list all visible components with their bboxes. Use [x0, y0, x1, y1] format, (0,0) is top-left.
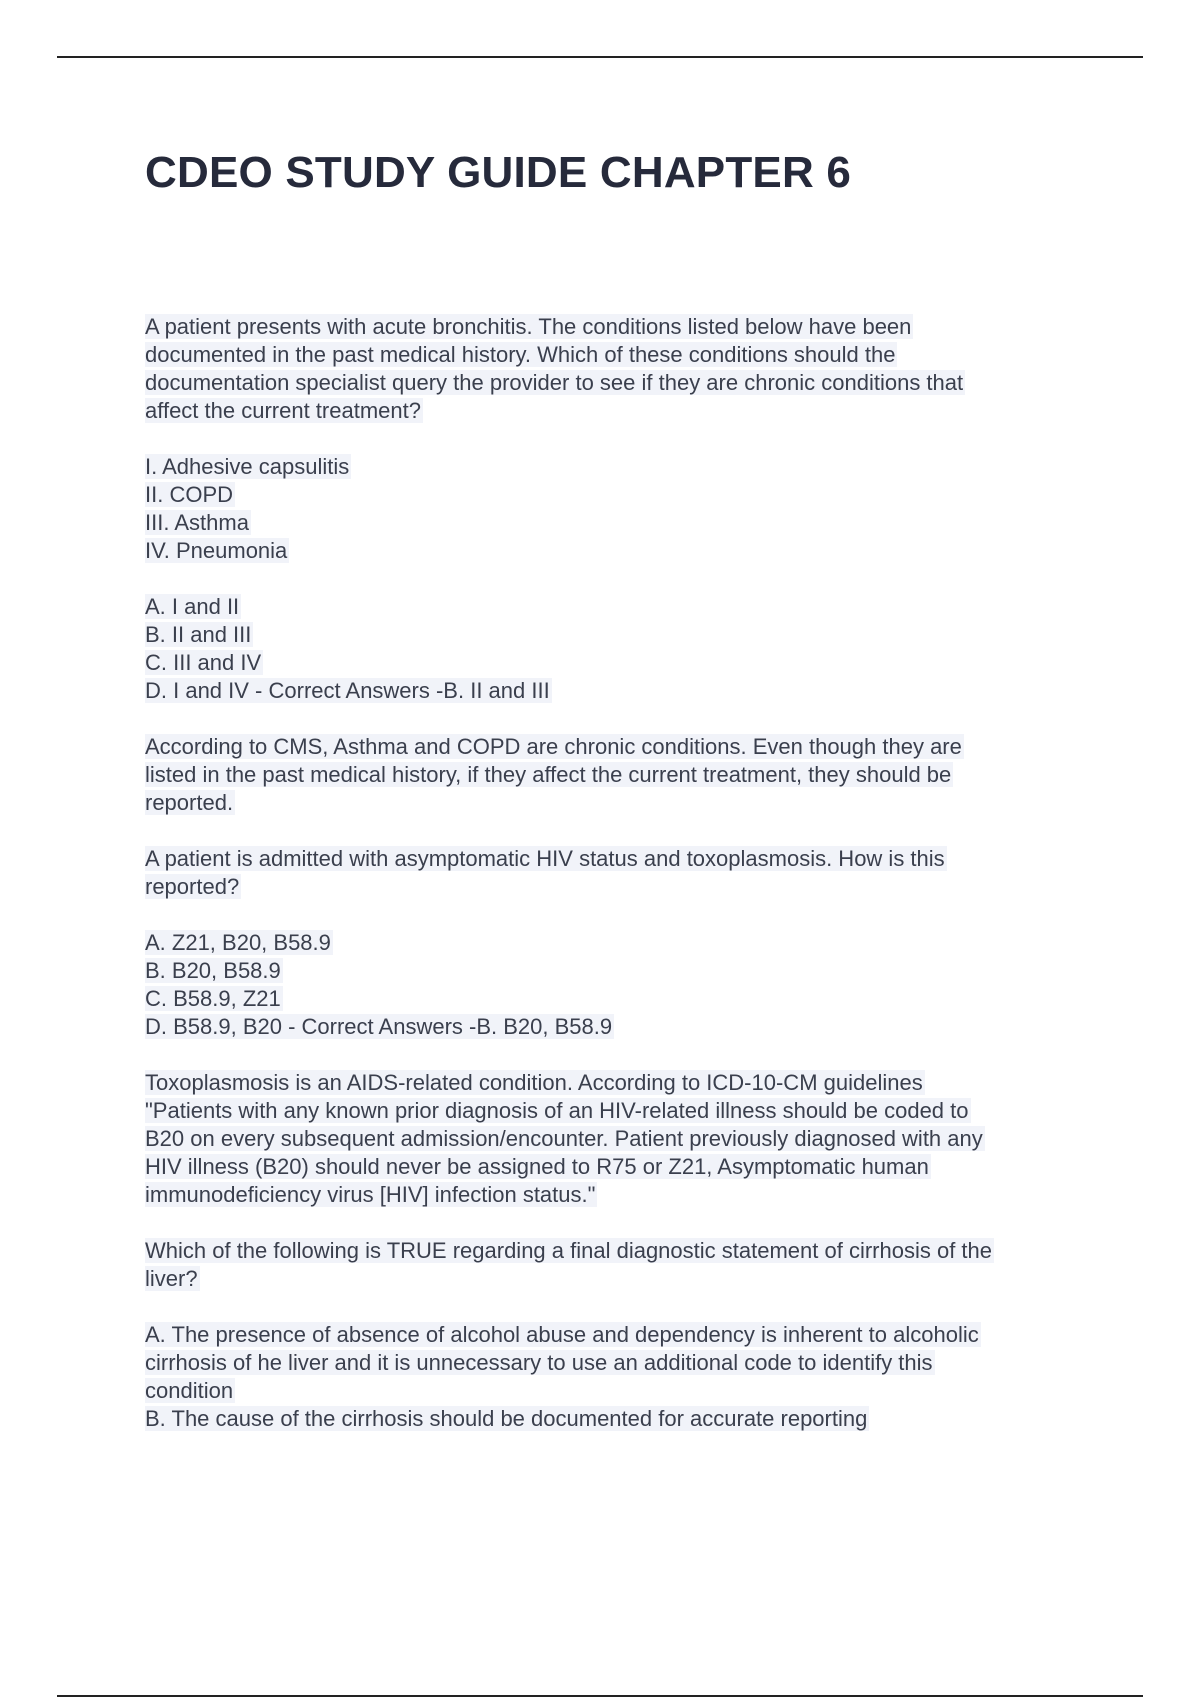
text-line: A patient presents with acute bronchitis. The conditions listed below have been — [145, 314, 912, 339]
document-body — [145, 313, 1085, 1461]
answer-option: B. B20, B58.9 — [145, 958, 281, 983]
answer-option: D. I and IV - Correct Answers -B. II and III — [145, 678, 550, 703]
question-1-conditions — [145, 453, 1085, 565]
text-line: B20 on every subsequent admission/encounter. Patient previously diagnosed with any — [145, 1126, 983, 1151]
text-line: A patient is admitted with asymptomatic HIV status and toxoplasmosis. How is this — [145, 846, 945, 871]
page-title: CDEO STUDY GUIDE CHAPTER 6 — [145, 148, 852, 197]
answer-option: C. B58.9, Z21 — [145, 986, 281, 1011]
answer-option: B. The cause of the cirrhosis should be documented for accurate reporting — [145, 1406, 868, 1431]
question-2-text — [145, 845, 1085, 901]
text-line: Toxoplasmosis is an AIDS-related condition. According to ICD-10-CM guidelines — [145, 1070, 923, 1095]
top-rule — [57, 56, 1143, 58]
text-line: immunodeficiency virus [HIV] infection status." — [145, 1182, 596, 1207]
answer-option: C. III and IV — [145, 650, 262, 675]
question-3-text — [145, 1237, 1085, 1293]
question-2-explanation — [145, 1069, 1085, 1209]
answer-option: B. II and III — [145, 622, 252, 647]
text-line: listed in the past medical history, if they affect the current treatment, they should be — [145, 762, 952, 787]
answer-option: A. The presence of absence of alcohol abuse and dependency is inherent to alcoholic — [145, 1322, 979, 1347]
question-1-options — [145, 593, 1085, 705]
text-line: reported? — [145, 874, 240, 899]
text-line: documented in the past medical history. Which of these conditions should the — [145, 342, 896, 367]
text-line: affect the current treatment? — [145, 398, 421, 423]
question-1-text — [145, 313, 1085, 425]
text-line: reported. — [145, 790, 234, 815]
answer-option: condition — [145, 1378, 234, 1403]
answer-option: A. Z21, B20, B58.9 — [145, 930, 331, 955]
bottom-rule — [57, 1695, 1143, 1697]
question-3-options — [145, 1321, 1085, 1433]
condition-item: III. Asthma — [145, 510, 249, 535]
text-line: Which of the following is TRUE regarding a final diagnostic statement of cirrhosis of the — [145, 1238, 992, 1263]
text-line: documentation specialist query the provider to see if they are chronic conditions that — [145, 370, 964, 395]
text-line: liver? — [145, 1266, 198, 1291]
text-line: "Patients with any known prior diagnosis of an HIV-related illness should be coded to — [145, 1098, 969, 1123]
answer-option: cirrhosis of he liver and it is unnecessary to use an additional code to identify this — [145, 1350, 933, 1375]
text-line: According to CMS, Asthma and COPD are chronic conditions. Even though they are — [145, 734, 962, 759]
condition-item: IV. Pneumonia — [145, 538, 288, 563]
condition-item: I. Adhesive capsulitis — [145, 454, 350, 479]
question-1-explanation — [145, 733, 1085, 817]
condition-item: II. COPD — [145, 482, 234, 507]
answer-option: D. B58.9, B20 - Correct Answers -B. B20, B58.9 — [145, 1014, 613, 1039]
answer-option: A. I and II — [145, 594, 240, 619]
question-2-options — [145, 929, 1085, 1041]
text-line: HIV illness (B20) should never be assigned to R75 or Z21, Asymptomatic human — [145, 1154, 929, 1179]
